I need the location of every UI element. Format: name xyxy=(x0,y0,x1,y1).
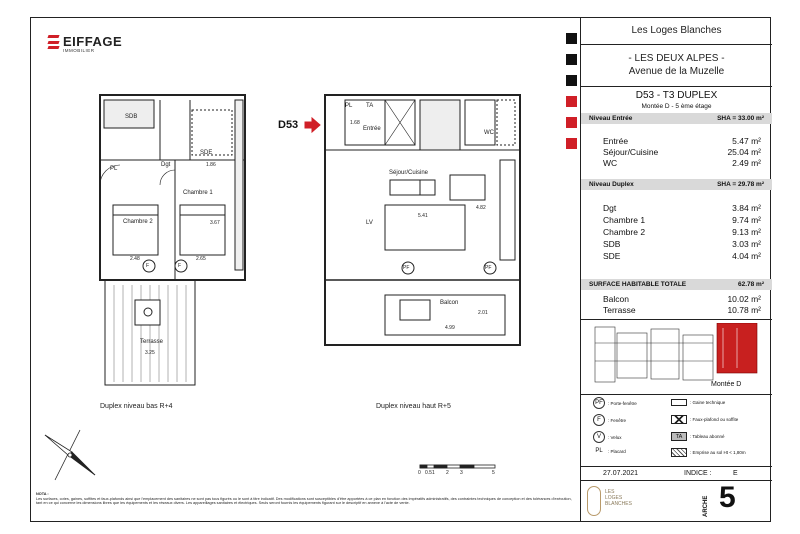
footer-logo: LES LOGES BLANCHES xyxy=(605,489,632,507)
low-plan-caption: Duplex niveau bas R+4 xyxy=(100,403,173,410)
scale-label: 0 xyxy=(418,470,421,476)
plan-date: 27.07.2021 xyxy=(603,470,639,477)
scale-label: 1 xyxy=(432,470,435,476)
status-square xyxy=(566,54,577,65)
high-room-pl: PL xyxy=(345,103,353,109)
loges-blanches-logo-icon xyxy=(587,486,601,516)
arche-number: 5 xyxy=(719,481,736,514)
room-row: Entrée 5.47 m² xyxy=(603,136,761,146)
high-dim: 4.82 xyxy=(476,205,486,211)
high-room-entree: Entrée xyxy=(363,126,381,132)
room-row: WC 2.49 m² xyxy=(603,158,761,168)
low-dim: 2.48 xyxy=(130,256,140,262)
sha-value: 29.78 m² xyxy=(737,181,764,188)
high-dim: 4.99 xyxy=(445,325,455,331)
low-dim: 2.65 xyxy=(196,256,206,262)
room-row: SDB 3.03 m² xyxy=(603,239,761,249)
low-room-chambre-1: Chambre 1 xyxy=(183,190,213,196)
high-mark-pf: PF xyxy=(403,265,410,271)
legend-ta: TA : Tableau abonné xyxy=(671,432,724,441)
high-dim: 2.01 xyxy=(478,310,488,316)
low-room-dgt: Dgt xyxy=(161,162,171,168)
high-dim: 1.68 xyxy=(350,120,360,126)
brand-name: EIFFAGE xyxy=(63,34,123,49)
low-room-pl: PL xyxy=(110,166,118,172)
level-name: Niveau Duplex xyxy=(589,181,634,188)
status-square xyxy=(566,138,577,149)
legend-faux-plafond: : Faux-plafond ou soffite xyxy=(671,415,738,424)
project-address: Avenue de la Muzelle xyxy=(628,66,725,77)
note-text: Les surfaces, cotes, gaines, soffites et faux-plafonds ainsi que l'emplacement des sanitaires ne sont pas tous figurés ou le sont à titre indicatif. Des modifications sont susceptibles d'être apportées à ce plan en fonction des impératifs administratifs, des contraintes techniques de conception et des tolérances d'exécution, tant en ce qui concerne les dimensions libres que les équipements et les réseaux divers. Les appareillages sanitaires et électriques. Seuls seront fournis les équipements figurant sur le descriptif en annexe à l'acte de vente. xyxy=(36,496,572,506)
status-square xyxy=(566,96,577,107)
high-room-sejour: Séjour/Cuisine xyxy=(389,170,429,176)
arche-label: ARCHE xyxy=(703,495,709,517)
lot-marker: D53 xyxy=(278,119,299,131)
low-room-terrasse: Terrasse xyxy=(140,339,164,345)
total-value: 62.78 m² xyxy=(737,281,764,288)
room-row: Chambre 2 9.13 m² xyxy=(603,227,761,237)
high-room-wc: WC xyxy=(484,130,494,136)
sha-value: 33.00 m² xyxy=(737,115,764,122)
room-row: Dgt 3.84 m² xyxy=(603,203,761,213)
index-label: INDICE : xyxy=(684,470,712,477)
level-bar-duplex xyxy=(581,179,772,190)
room-row: SDE 4.04 m² xyxy=(603,251,761,261)
low-dim: 1.86 xyxy=(206,162,216,168)
legend-v: V : Velux xyxy=(593,431,622,443)
sha-label: SHA = xyxy=(717,181,737,188)
high-plan-caption: Duplex niveau haut R+5 xyxy=(376,403,451,410)
high-room-ta: TA xyxy=(366,103,374,109)
sha-label: SHA = xyxy=(717,115,737,122)
status-square xyxy=(566,75,577,86)
total-label: SURFACE HABITABLE TOTALE xyxy=(589,281,687,288)
exterior-row: Terrasse 10.78 m² xyxy=(603,305,761,315)
total-bar xyxy=(581,279,772,290)
room-row: Séjour/Cuisine 25.04 m² xyxy=(603,147,761,157)
lot-title: D53 - T3 DUPLEX xyxy=(635,90,718,101)
scale-label: 0.5 xyxy=(425,470,432,476)
scale-label: 3 xyxy=(460,470,463,476)
low-room-chambre-2: Chambre 2 xyxy=(123,219,153,225)
scale-bar xyxy=(420,465,495,468)
high-room-balcon: Balcon xyxy=(440,300,459,306)
info-panel xyxy=(580,17,771,522)
exterior-row: Balcon 10.02 m² xyxy=(603,294,761,304)
status-square xyxy=(566,117,577,128)
scale-label: 2 xyxy=(446,470,449,476)
low-room-sdb: SDB xyxy=(125,114,138,120)
legend-f: F : Fenêtre xyxy=(593,414,626,426)
low-room-sde: SDE xyxy=(200,150,213,156)
project-name: Les Loges Blanches xyxy=(631,25,722,36)
low-dim: 3.67 xyxy=(210,220,220,226)
low-dim: 3.25 xyxy=(145,350,155,356)
index-value: E xyxy=(733,470,738,477)
entry-arrow-icon xyxy=(305,118,320,132)
low-mark-f: F xyxy=(178,263,182,269)
lot-subtitle: Montée D - 5 ème étage xyxy=(641,103,712,110)
scale-label: 5 xyxy=(492,470,495,476)
level-name: Niveau Entrée xyxy=(589,115,633,122)
keyplan-label: Montée D xyxy=(711,381,742,388)
note-title: NOTA : xyxy=(36,492,49,496)
high-mark-pf: PF xyxy=(485,265,492,271)
compass-icon xyxy=(45,430,95,480)
high-dim: 5.41 xyxy=(418,213,428,219)
brand-sub: IMMOBILIER xyxy=(63,48,95,53)
low-mark-f: F xyxy=(146,263,150,269)
status-square xyxy=(566,33,577,44)
legend-pf: PF : Porte-fenêtre xyxy=(593,397,637,409)
room-row: Chambre 1 9.74 m² xyxy=(603,215,761,225)
legend-gaine: : Gaine technique xyxy=(671,399,725,406)
note-block xyxy=(36,492,576,506)
high-room-lv: LV xyxy=(366,220,373,226)
legend-emprise: : Emprise au sol Ht < 1,80m xyxy=(671,448,746,457)
legend-pl: PL : Placard xyxy=(595,448,626,454)
project-location: - LES DEUX ALPES - xyxy=(628,53,725,64)
level-bar-entree xyxy=(581,113,772,124)
